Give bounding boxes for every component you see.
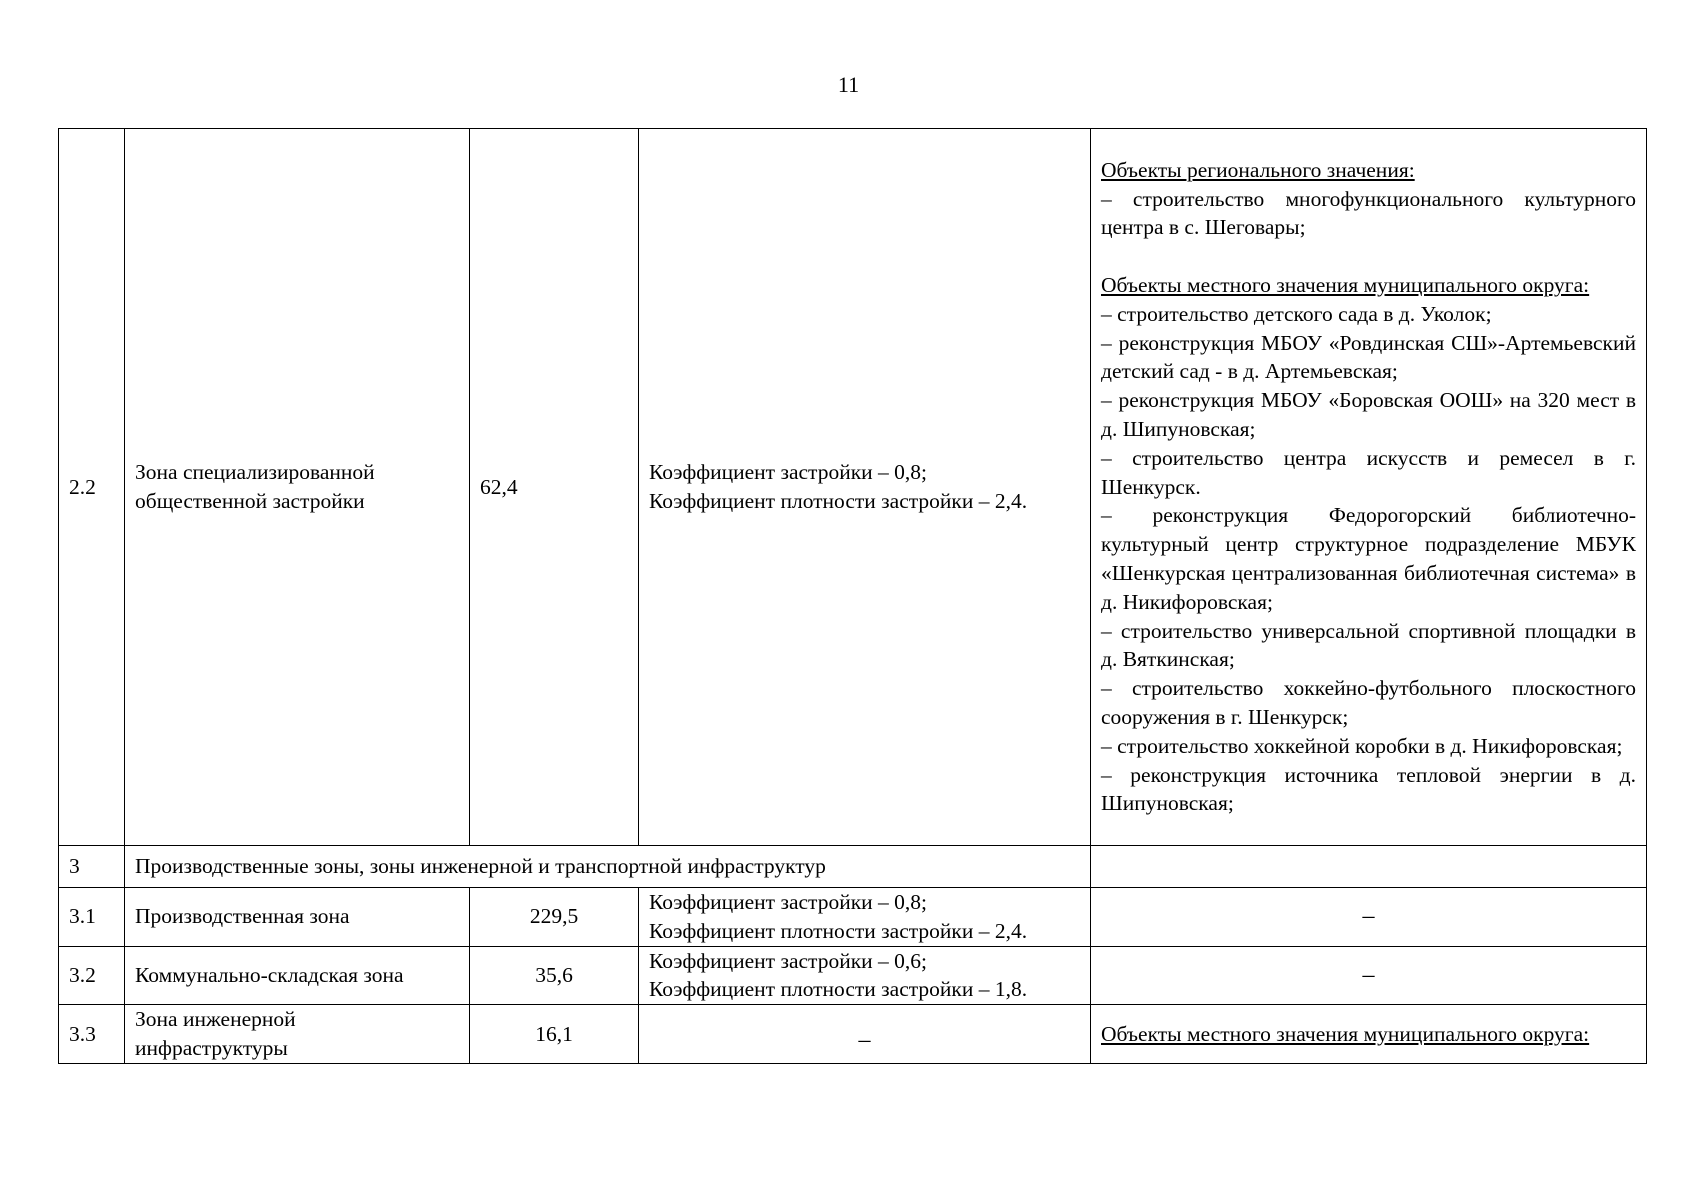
empty-dash: – — [858, 1026, 871, 1053]
objects-list-item: – строительство детского сада в д. Уколок; — [1101, 301, 1492, 326]
objects-list-item: – строительство хоккейной коробки в д. Никифоровская; — [1101, 733, 1623, 758]
zones-table — [58, 128, 1647, 1064]
planned-objects — [1091, 1005, 1647, 1064]
objects-list-item: – реконструкция МБОУ «Ровдинская СШ»-Артемьевский детский сад - в д. Артемьевская; — [1101, 330, 1636, 384]
parameter-line: Коэффициент застройки – 0,8; — [649, 890, 927, 914]
row-number: 3.3 — [59, 1005, 125, 1064]
objects-list-item: – строительство универсальной спортивной площадки в д. Вяткинская; — [1101, 618, 1636, 672]
parameter-line: Коэффициент застройки – 0,8; — [649, 460, 927, 485]
zone-name-line: инфраструктуры — [135, 1035, 288, 1060]
planned-objects — [1091, 846, 1647, 888]
parameter-line: Коэффициент застройки – 0,6; — [649, 948, 927, 973]
zone-area: 16,1 — [470, 1005, 639, 1064]
zone-name — [125, 129, 470, 846]
table-row — [59, 846, 1647, 888]
zone-area: 229,5 — [470, 888, 639, 947]
parameter-line: Коэффициент плотности застройки – 1,8. — [649, 977, 1028, 1002]
planned-objects: – — [1091, 888, 1647, 947]
zone-parameters — [639, 1005, 1091, 1064]
zone-area: 35,6 — [470, 946, 639, 1005]
zone-name-line: общественной застройки — [135, 489, 365, 513]
planned-objects — [1091, 129, 1647, 846]
zone-parameters — [639, 129, 1091, 846]
parameter-line: Коэффициент плотности застройки – 2,4. — [649, 918, 1028, 943]
zone-parameters — [639, 946, 1091, 1005]
regional-objects-heading: Объекты регионального значения: — [1101, 157, 1415, 182]
zone-area: 62,4 — [470, 129, 639, 846]
page-number: 11 — [837, 72, 860, 97]
objects-list-item: – реконструкция Федорогорский библиотечно-культурный центр структурное подразделение МБУК «Шенкурская централизованная библиотечная система» в д. Никифоровская; — [1101, 503, 1636, 614]
objects-list-item: – реконструкция МБОУ «Боровская ООШ» на 320 мест в д. Шипуновская; — [1101, 388, 1636, 441]
zone-parameters — [639, 888, 1091, 947]
parameter-line: Коэффициент плотности застройки – 2,4. — [649, 489, 1028, 513]
row-number: 3.1 — [59, 888, 125, 947]
table-row — [59, 946, 1647, 1005]
planned-objects: – — [1091, 946, 1647, 1005]
table-row — [59, 129, 1647, 846]
objects-list-item: – строительство хоккейно-футбольного плоскостного сооружения в г. Шенкурск; — [1101, 676, 1636, 729]
row-number: 3.2 — [59, 946, 125, 1005]
local-objects-heading: Объекты местного значения муниципального округа: — [1101, 273, 1590, 298]
zone-name — [125, 1005, 470, 1064]
zone-name: Производственная зона — [125, 888, 470, 947]
zone-name-line: Зона инженерной — [135, 1007, 296, 1032]
zone-name-line: Зона специализированной — [135, 460, 375, 485]
objects-list-item: – строительство многофункционального культурного центра в с. Шеговары; — [1101, 186, 1636, 240]
objects-list-item: – реконструкция источника тепловой энергии в д. Шипуновская; — [1101, 762, 1636, 816]
table-row — [59, 888, 1647, 947]
objects-list-item: – строительство центра искусств и ремесел в г. Шенкурск. — [1101, 445, 1636, 499]
section-title: Производственные зоны, зоны инженерной и транспортной инфраструктур — [125, 846, 1091, 888]
zone-name: Коммунально-складская зона — [125, 946, 470, 1005]
row-number: 3 — [59, 846, 125, 888]
table-row — [59, 1005, 1647, 1064]
row-number: 2.2 — [59, 129, 125, 846]
local-objects-heading: Объекты местного значения муниципального округа: — [1101, 1021, 1590, 1046]
